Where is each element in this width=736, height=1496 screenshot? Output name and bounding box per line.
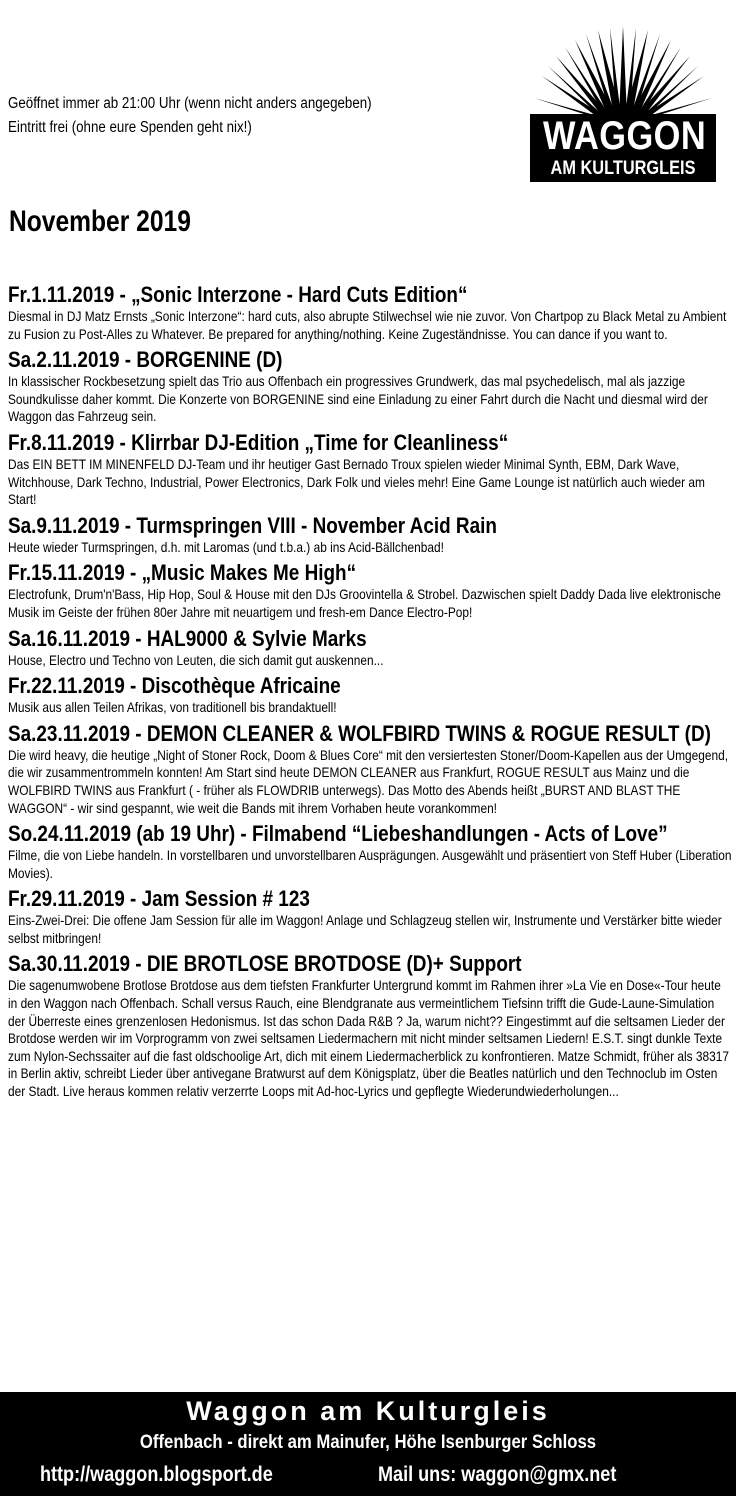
event-description: Heute wieder Turmspringen, d.h. mit Laromas (und t.b.a.) ab ins Acid-Bällchenbad!: [8, 538, 444, 555]
event-title: Fr.8.11.2019 - Klirrbar DJ-Edition „Time for Cleanliness“: [8, 429, 509, 455]
opening-hours: Geöffnet immer ab 21:00 Uhr (wenn nicht anders angegeben): [8, 95, 372, 112]
event-title: Sa.23.11.2019 - DEMON CLEANER & WOLFBIRD TWINS & ROGUE RESULT (D): [8, 720, 711, 746]
event-title: Fr.1.11.2019 - „Sonic Interzone - Hard Cuts Edition“: [8, 282, 468, 307]
footer-venue-name: Waggon am Kulturgleis: [186, 1396, 550, 1426]
footer-location: Offenbach - direkt am Mainufer, Höhe Isenburger Schloss: [139, 1432, 597, 1453]
opening-info: [8, 92, 372, 140]
event-title: Sa.2.11.2019 - BORGENINE (D): [8, 347, 283, 373]
event-item: [8, 430, 730, 509]
event-title: So.24.11.2019 (ab 19 Uhr) - Filmabend “Liebeshandlungen - Acts of Love”: [8, 821, 668, 847]
event-item: [8, 721, 730, 817]
event-item: [8, 560, 730, 621]
entry-info: Eintritt frei (ohne eure Spenden geht nix!): [8, 119, 252, 136]
event-list: [8, 282, 730, 1105]
waggon-logo: [528, 20, 718, 180]
event-item: [8, 626, 730, 670]
event-title: Sa.16.11.2019 - HAL9000 & Sylvie Marks: [8, 625, 367, 651]
event-description: House, Electro und Techno von Leuten, die sich damit gut auskennen...: [8, 651, 384, 668]
event-title: Fr.22.11.2019 - Discothèque Africaine: [8, 673, 341, 699]
footer: [0, 1392, 736, 1496]
event-description: Musik aus allen Teilen Afrikas, von traditionell bis brandaktuell!: [8, 699, 337, 716]
event-description: Eins-Zwei-Drei: Die offene Jam Session für alle im Waggon! Anlage und Schlagzeug stellen wir, Instrumente und Verstärker bitte wieder selbst mitbringen!: [8, 912, 722, 946]
event-title: Sa.9.11.2019 - Turmspringen VIII - November Acid Rain: [8, 512, 497, 538]
event-item: [8, 347, 730, 426]
event-description: Die wird heavy, die heutige „Night of Stoner Rock, Doom & Blues Core“ mit den versiertesten Stoner/Doom-Kapellen aus der Umgegend, die wir zusammentrommeln konnten! Am Start sind heute DEMON CLEANER aus Frankfurt, ROGUE RESULT aus Mainz und die WOLFBIRD TWINS aus Frankfurt ( - früher als FLOWDRIB unterwegs). Das Motto des Abends heißt „BURST AND BLAST THE WAGGON“ - wir sind gespannt, wie weit die Bands mit ihrem Vorhaben heute vorankommen!: [8, 746, 729, 816]
event-description: Das EIN BETT IM MINENFELD DJ-Team und ihr heutiger Gast Bernado Troux spielen wieder Minimal Synth, EBM, Dark Wave, Witchhouse, Dark Techno, Industrial, Power Electronics, Dark Folk und vieles mehr! Eine Game Lounge ist natürlich auch wieder am Start!: [8, 455, 705, 508]
logo-title: WAGGON: [543, 114, 707, 158]
event-item: [8, 282, 730, 343]
event-item: [8, 513, 730, 557]
event-title: Sa.30.11.2019 - DIE BROTLOSE BROTDOSE (D)+ Support: [8, 951, 522, 977]
sunburst-icon: [528, 20, 718, 120]
event-description: In klassischer Rockbesetzung spielt das Trio aus Offenbach ein progressives Grundwerk, das mal psychedelisch, mal als jazzige Soundkulisse daher kommt. Die Konzerte von BORGENINE sind eine Einladung zu einer Fahrt durch die Nacht und diesmal wird der Waggon das Fahrzeug sein.: [8, 373, 708, 425]
event-item: [8, 886, 730, 947]
footer-website-link[interactable]: http://waggon.blogsport.de: [40, 1463, 273, 1486]
logo-subtitle: AM KULTURGLEIS: [550, 158, 696, 179]
event-description: Filme, die von Liebe handeln. In vorstellbaren und unvorstellbaren Ausprägungen. Ausgewählt und präsentiert von Steff Huber (Liberation Movies).: [8, 847, 732, 881]
event-title: Fr.15.11.2019 - „Music Makes Me High“: [8, 560, 357, 586]
event-item: [8, 951, 730, 1100]
footer-email-link[interactable]: Mail uns: waggon@gmx.net: [378, 1463, 617, 1486]
logo-box: [530, 114, 716, 182]
event-item: [8, 673, 730, 717]
event-title: Fr.29.11.2019 - Jam Session # 123: [8, 886, 310, 912]
event-description: Die sagenumwobene Brotlose Brotdose aus dem tiefsten Frankfurter Untergrund kommt im Rahmen ihrer »La Vie en Dose«-Tour heute in den Waggon nach Offenbach. Schall versus Rauch, eine Blendgranate aus vermeintlichem Tiefsinn trifft die Gude-Laune-Simulation der Überreste eines grenzenlosen Hedonismus. Ist das schon Dada R&B ? Ja, warum nicht?? Eingestimmt auf die seltsamen Lieder der Brotdose werden wir im Vorprogramm von zwei seltsamen Liedermachern mit nicht minder seltsamen Liedern! E.S.T. singt dunkle Texte zum Nylon-Sechssaiter auf die fast oldschoolige Art, dich mit einem Liedermacherblick zu konfrontieren. Matze Schmidt, früher als 38317 in Berlin aktiv, schreibt Lieder über antivegane Bratwurst auf dem Königsplatz, über die Beatles natürlich und den Technoclub im Osten der Stadt. Live heraus kommen relativ verzerrte Loops mit Ad-hoc-Lyrics und gepflegte Wiederundwiederholungen...: [8, 977, 729, 1100]
event-item: [8, 821, 730, 882]
month-heading: November 2019: [9, 205, 191, 238]
event-description: Electrofunk, Drum'n'Bass, Hip Hop, Soul & House mit den DJs Groovintella & Strobel. Dazwischen spielt Daddy Dada live elektronische Musik im Geiste der frühen 80er Jahre mit neuartigem und fresh-em Dance Electro-Pop!: [8, 586, 721, 620]
header: [0, 0, 736, 200]
event-description: Diesmal in DJ Matz Ernsts „Sonic Interzone“: hard cuts, also abrupte Stilwechsel wie nie zuvor. Von Chartpop zu Black Metal zu Ambient zu Fusion zu Post-Alles zu Whatever. Be prepared for anything/nothing. Keine Zugeständnisse. You can dance if you want to.: [8, 308, 727, 342]
